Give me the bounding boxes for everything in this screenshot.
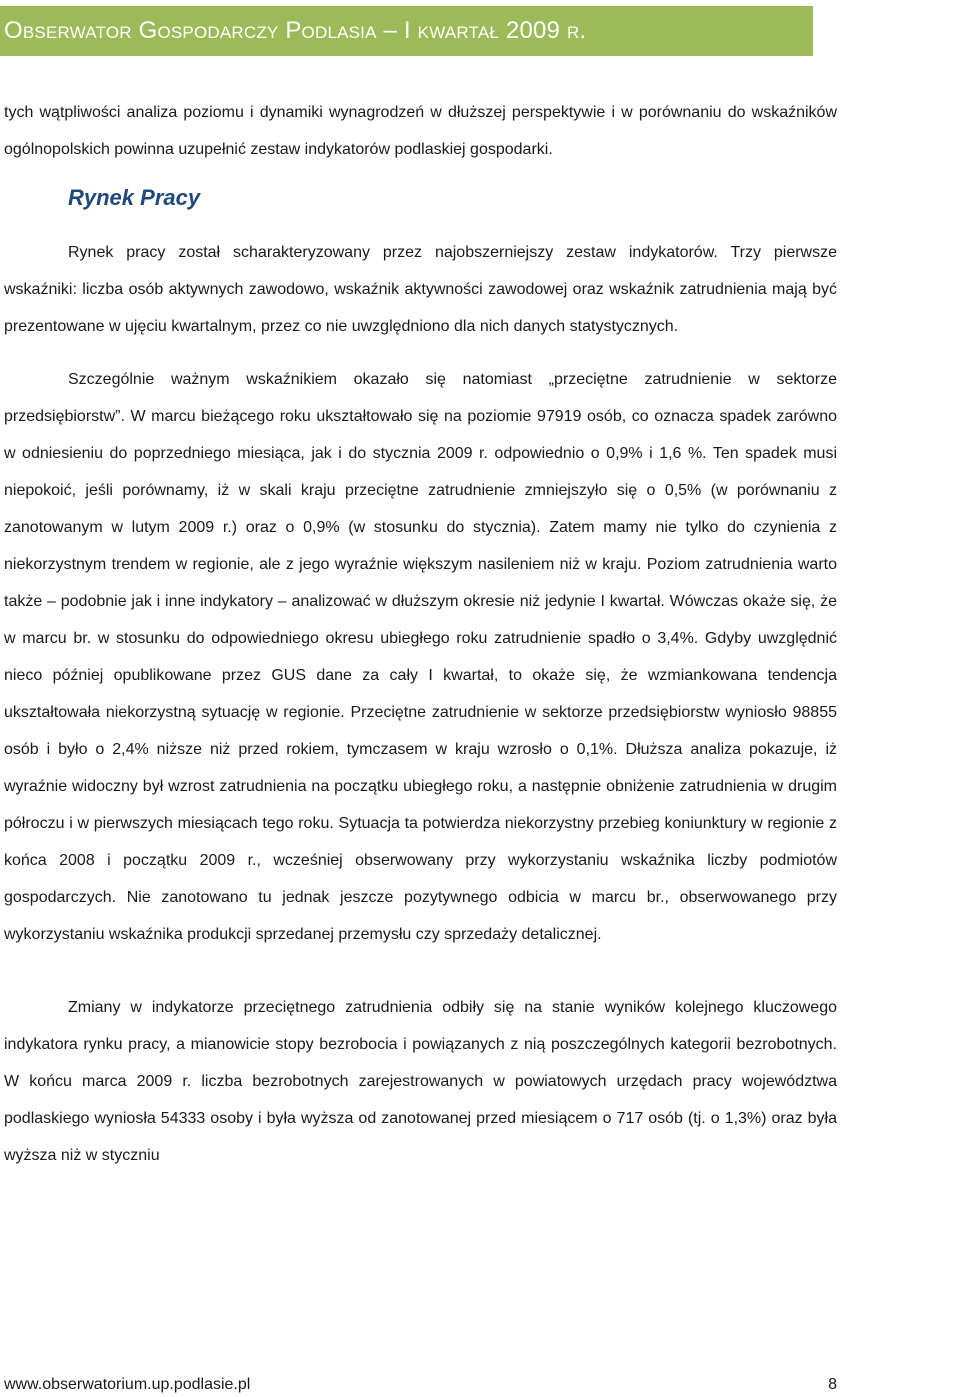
intro-paragraph: tych wątpliwości analiza poziomu i dynamiki wynagrodzeń w dłuższej perspektywie i w porównaniu do wskaźników ogólnopolskich powinna uzupełnić zestaw indykatorów podlaskiej gospodarki.: [4, 104, 837, 158]
paragraph-stopa-bezrobocia: Zmiany w indykatorze przeciętnego zatrudnienia odbiły się na stanie wyników kolejnego kluczowego indykatora rynku pracy, a mianowicie stopy bezrobocia i powiązanych z nią poszczególnych kategorii bezrobotnych. W końcu marca 2009 r. liczba bezrobotnych zarejestrowanych w powiatowych urzędach pracy województwa podlaskiego wyniosła 54333 osoby i była wyższa od zanotowanej przed miesiącem o 717 osób (tj. o 1,3%) oraz była wyższa niż w styczniu: [4, 999, 837, 1164]
paragraph-rynek-pracy: Rynek pracy został scharakteryzowany przez najobszerniejszy zestaw indykatorów. Trzy pierwsze wskaźniki: liczba osób aktywnych zawodowo, wskaźnik aktywności zawodowej oraz wskaźnik zatrudnienia mają być prezentowane w ujęciu kwartalnym, przez co nie uwzględniono dla nich danych statystycznych.: [4, 244, 837, 335]
document-body: [4, 94, 837, 1174]
paragraph-gap: [4, 345, 837, 361]
document-title: Obserwator Gospodarczy Podlasia – I kwartał 2009 r.: [4, 17, 587, 44]
paragraph-gap: [4, 953, 837, 989]
page-footer: [4, 1375, 837, 1395]
footer-website: www.obserwatorium.up.podlasie.pl: [4, 1376, 251, 1393]
paragraph-przecietne-zatrudnienie: Szczególnie ważnym wskaźnikiem okazało się natomiast „przeciętne zatrudnienie w sektorze przedsiębiorstw”. W marcu bieżącego roku ukształtowało się na poziomie 97919 osób, co oznacza spadek zarówno w odniesieniu do poprzedniego miesiąca, jak i do stycznia 2009 r. odpowiednio o 0,9% i 1,6 %. Ten spadek musi niepokoić, jeśli porównamy, iż w skali kraju przeciętne zatrudnienie zmniejszyło się o 0,5% (w porównaniu z zanotowanym w lutym 2009 r.) oraz o 0,9% (w stosunku do stycznia). Zatem mamy nie tylko do czynienia z niekorzystnym trendem w regionie, ale z jego wyraźnie większym nasileniem niż w kraju. Poziom zatrudnienia warto także – podobnie jak i inne indykatory – analizować w dłuższym okresie niż jedynie I kwartał. Wówczas okaże się, że w marcu br. w stosunku do odpowiedniego okresu ubiegłego roku zatrudnienie spadło o 3,4%. Gdyby uwzględnić nieco później opublikowane przez GUS dane za cały I kwartał, to okaże się, że wzmiankowana tendencja ukształtowała niekorzystną sytuację w regionie. Przeciętne zatrudnienie w sektorze przedsiębiorstw wyniosło 98855 osób i było o 2,4% niższe niż przed rokiem, tymczasem w kraju wzrosło o 0,1%. Dłuższa analiza pokazuje, iż wyraźnie widoczny był wzrost zatrudnienia na początku ubiegłego roku, a następnie obniżenie zatrudnienia w drugim półroczu i w pierwszych miesiącach tego roku. Sytuacja ta potwierdza niekorzystny przebieg koniunktury w regionie z końca 2008 i początku 2009 r., wcześniej obserwowany przy wykorzystaniu wskaźnika liczby podmiotów gospodarczych. Nie zanotowano tu jednak jeszcze pozytywnego odbicia w marcu br., obserwowanego przy wykorzystaniu wskaźnika produkcji sprzedanej przemysłu czy sprzedaży detalicznej.: [4, 371, 837, 943]
section-heading: Rynek Pracy: [68, 185, 201, 210]
header-band: [0, 6, 813, 56]
page-number: 8: [828, 1376, 837, 1393]
